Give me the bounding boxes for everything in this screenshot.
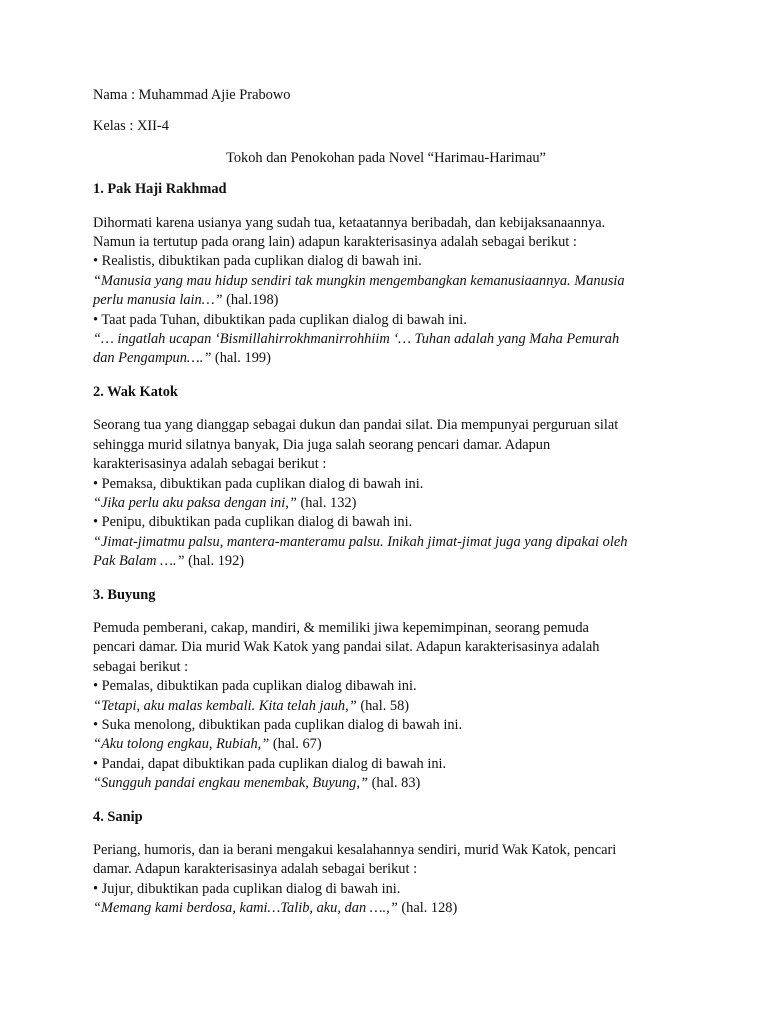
section-description-line: Pemuda pemberani, cakap, mandiri, & memiliki jiwa kepemimpinan, seorang pemuda	[93, 619, 589, 636]
section-description-line: Namun ia tertutup pada orang lain) adapun karakterisasinya adalah sebagai berikut :	[93, 234, 577, 251]
trait-item: • Pemaksa, dibuktikan pada cuplikan dialog di bawah ini.	[93, 475, 424, 492]
trait-item: • Pandai, dapat dibuktikan pada cuplikan dialog di bawah ini.	[93, 755, 447, 772]
trait-item: • Taat pada Tuhan, dibuktikan pada cuplikan dialog di bawah ini.	[93, 311, 467, 328]
student-class: Kelas : XII-4	[93, 118, 169, 135]
trait-quote: “Jimat-jimatmu palsu, mantera-manteramu palsu. Inikah jimat-jimat juga yang dipakai oleh	[93, 533, 628, 550]
trait-quote: perlu manusia lain…”	[93, 292, 223, 309]
page-reference: (hal.198)	[222, 292, 279, 309]
student-name: Nama : Muhammad Ajie Prabowo	[93, 87, 291, 103]
trait-quote: Pak Balam ….”	[93, 553, 185, 570]
trait-item: • Suka menolong, dibuktikan pada cuplikan dialog di bawah ini.	[93, 716, 463, 733]
trait-quote: “Memang kami berdosa, kami…Talib, aku, dan ….,”	[93, 900, 398, 917]
trait-item: • Pemalas, dibuktikan pada cuplikan dialog dibawah ini.	[93, 678, 417, 695]
page-reference: (hal. 132)	[296, 494, 357, 511]
page-reference: (hal. 58)	[356, 697, 410, 714]
trait-quote: “Sungguh pandai engkau menembak, Buyung,”	[93, 775, 368, 792]
trait-quote: “Tetapi, aku malas kembali. Kita telah jauh,”	[93, 697, 357, 714]
section-description-line: Periang, humoris, dan ia berani mengakui kesalahannya sendiri, murid Wak Katok, pencari	[93, 842, 617, 858]
page-reference: (hal. 192)	[184, 553, 245, 570]
trait-quote: dan Pengampun….”	[93, 350, 212, 367]
section-heading: 4. Sanip	[93, 808, 143, 825]
section-heading: 3. Buyung	[93, 586, 156, 603]
section-description-line: karakterisasinya adalah sebagai berikut :	[93, 456, 327, 473]
section-heading: 1. Pak Haji Rakhmad	[93, 181, 227, 198]
trait-quote: “Jika perlu aku paksa dengan ini,”	[93, 494, 297, 511]
trait-item: • Jujur, dibuktikan pada cuplikan dialog di bawah ini.	[93, 880, 401, 897]
section-pak-haji-rakhmad	[93, 180, 693, 369]
trait-quote: “Aku tolong engkau, Rubiah,”	[93, 736, 270, 753]
page-reference: (hal. 67)	[269, 736, 322, 753]
trait-item: • Penipu, dibuktikan pada cuplikan dialog di bawah ini.	[93, 514, 413, 531]
section-sanip	[93, 808, 693, 919]
section-description-line: sehingga murid silatnya banyak, Dia juga salah seorang pencari damar. Adapun	[93, 436, 551, 453]
section-wak-katok	[93, 383, 693, 572]
section-description-line: Seorang tua yang dianggap sebagai dukun dan pandai silat. Dia mempunyai perguruan silat	[93, 417, 619, 434]
section-description-line: pencari damar. Dia murid Wak Katok yang pandai silat. Adapun karakterisasinya adalah	[93, 639, 600, 656]
trait-quote: “Manusia yang mau hidup sendiri tak mungkin mengembangkan kemanusiaannya. Manusia	[93, 272, 625, 289]
section-description-line: damar. Adapun karakterisasinya adalah sebagai berikut :	[93, 861, 418, 878]
page-reference: (hal. 128)	[397, 900, 458, 917]
trait-item: • Realistis, dibuktikan pada cuplikan dialog di bawah ini.	[93, 253, 422, 270]
section-heading: 2. Wak Katok	[93, 383, 178, 400]
section-description-line: sebagai berikut :	[93, 658, 189, 675]
document-title: Tokoh dan Penokohan pada Novel “Harimau-Harimau”	[226, 149, 546, 166]
document-page	[93, 86, 693, 919]
section-description-line: Dihormati karena usianya yang sudah tua, ketaatannya beribadah, dan kebijaksanaannya.	[93, 214, 606, 231]
trait-quote: “… ingatlah ucapan ‘Bismillahirrokhmanirrohhiim ‘… Tuhan adalah yang Maha Pemurah	[93, 331, 620, 348]
page-reference: (hal. 199)	[211, 350, 271, 367]
page-reference: (hal. 83)	[367, 775, 421, 792]
section-buyung	[93, 586, 693, 794]
